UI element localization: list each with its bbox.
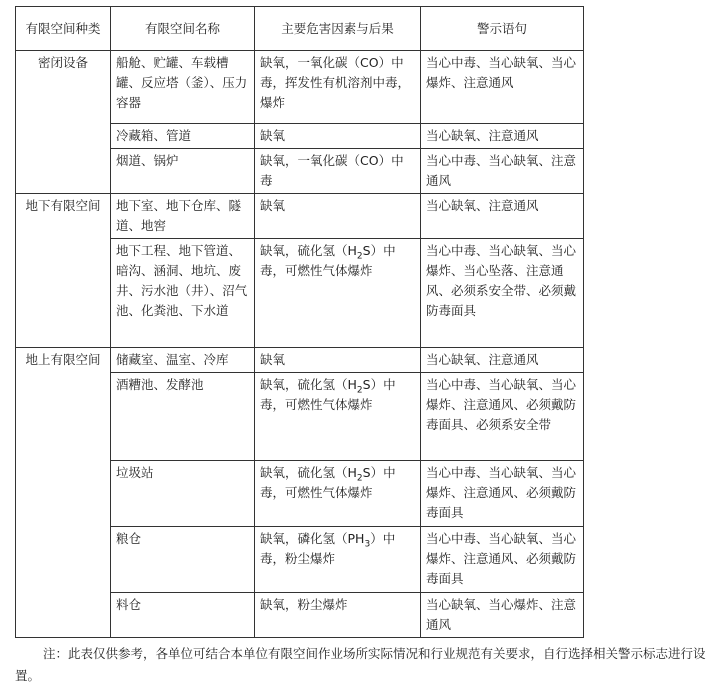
warning-cell: 当心中毒、当心缺氧、当心爆炸、注意通风、必须戴防毒面具 [421, 461, 584, 527]
hazard-text-pre: 缺氧，硫化氢（H [260, 465, 357, 480]
header-type: 有限空间种类 [16, 7, 111, 51]
hazard-cell [255, 239, 421, 348]
space-name: 烟道、锅炉 [111, 149, 255, 194]
warning-cell: 当心中毒、当心缺氧、当心爆炸、当心坠落、注意通风、必须系安全带、必须戴防毒面具 [421, 239, 584, 348]
hazard-cell [255, 373, 421, 461]
space-name: 垃圾站 [111, 461, 255, 527]
hazard-text-pre: 缺氧，磷化氢（PH [260, 531, 365, 546]
table-header-row [16, 7, 584, 51]
hazard-text-pre: 缺氧，硫化氢（H [260, 377, 357, 392]
space-name: 地下室、地下仓库、隧道、地窖 [111, 194, 255, 239]
footnote: 注：此表仅供参考，各单位可结合本单位有限空间作业场所实际情况和行业规范有关要求，自行选择相关警示标志进行设置。 [15, 646, 706, 683]
hazard-subscript: 2 [356, 251, 363, 262]
warning-cell: 当心中毒、当心缺氧、注意通风 [421, 149, 584, 194]
header-name: 有限空间名称 [111, 7, 255, 51]
warning-cell: 当心中毒、当心缺氧、当心爆炸、注意通风、必须戴防毒面具、必须系安全带 [421, 373, 584, 461]
warning-cell: 当心缺氧、注意通风 [421, 194, 584, 239]
hazard-text-post: ）中毒，粉尘爆炸 [260, 531, 396, 566]
hazard-cell [255, 527, 421, 593]
category-closed-equipment: 密闭设备 [16, 51, 111, 194]
hazard-cell: 缺氧 [255, 194, 421, 239]
space-name: 船舱、贮罐、车载槽罐、反应塔（釜）、压力容器 [111, 51, 255, 124]
warning-cell: 当心缺氧、注意通风 [421, 124, 584, 149]
hazard-cell: 缺氧 [255, 124, 421, 149]
hazard-subscript: 3 [364, 539, 371, 550]
hazard-cell: 缺氧 [255, 348, 421, 373]
confined-space-table [15, 6, 584, 638]
warning-cell: 当心中毒、当心缺氧、当心爆炸、注意通风、必须戴防毒面具 [421, 527, 584, 593]
hazard-cell: 缺氧，粉尘爆炸 [255, 593, 421, 638]
hazard-cell: 缺氧，一氧化碳（CO）中毒，挥发性有机溶剂中毒，爆炸 [255, 51, 421, 124]
warning-cell: 当心缺氧、注意通风 [421, 348, 584, 373]
space-name: 储藏室、温室、冷库 [111, 348, 255, 373]
table-row [16, 348, 584, 373]
warning-cell: 当心缺氧、当心爆炸、注意通风 [421, 593, 584, 638]
hazard-text-post: S）中毒，可燃性气体爆炸 [260, 377, 396, 412]
space-name: 冷藏箱、管道 [111, 124, 255, 149]
hazard-cell: 缺氧，一氧化碳（CO）中毒 [255, 149, 421, 194]
category-underground: 地下有限空间 [16, 194, 111, 348]
hazard-text-post: S）中毒，可燃性气体爆炸 [260, 243, 396, 278]
space-name: 酒糟池、发酵池 [111, 373, 255, 461]
hazard-cell [255, 461, 421, 527]
header-warning: 警示语句 [421, 7, 584, 51]
table-row [16, 51, 584, 124]
space-name: 粮仓 [111, 527, 255, 593]
header-hazard: 主要危害因素与后果 [255, 7, 421, 51]
table-row [16, 194, 584, 239]
hazard-subscript: 2 [356, 385, 363, 396]
space-name: 料仓 [111, 593, 255, 638]
hazard-text-pre: 缺氧，硫化氢（H [260, 243, 357, 258]
hazard-text-post: S）中毒，可燃性气体爆炸 [260, 465, 396, 500]
warning-cell: 当心中毒、当心缺氧、当心爆炸、注意通风 [421, 51, 584, 124]
hazard-subscript: 2 [356, 473, 363, 484]
category-aboveground: 地上有限空间 [16, 348, 111, 638]
space-name: 地下工程、地下管道、暗沟、涵洞、地坑、废井、污水池（井）、沼气池、化粪池、下水道 [111, 239, 255, 348]
